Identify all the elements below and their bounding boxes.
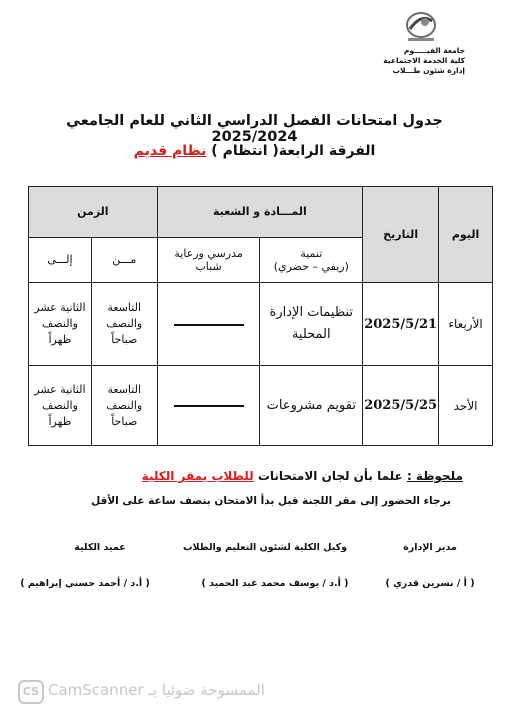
dean-name: ( أ.د / أحمد حسني إبراهيم )	[20, 578, 150, 589]
vice-dean-title: وكيل الكلية لشئون التعليم والطلاب	[182, 542, 348, 553]
institution-header	[325, 46, 465, 76]
note-location: للطلاب بمقر الكلية	[141, 469, 254, 483]
row-teachers-empty	[157, 366, 260, 446]
subject-line: تنظيمات الإدارة	[269, 305, 354, 321]
row-from	[91, 366, 157, 446]
university-name: جامعة الفيـــــوم	[403, 46, 465, 55]
note-label: ملحوظة :	[406, 469, 463, 483]
subheader-to: إلـــى	[29, 237, 92, 282]
subheader-teachers	[157, 237, 260, 282]
to-line: والنصف	[41, 317, 78, 331]
faculty-name: كلية الخدمة الاجتماعية	[383, 56, 465, 65]
to-line: ظهراً	[48, 333, 72, 347]
header-subject: المـــادة و الشعبة	[157, 187, 362, 238]
schedule-title: جدول امتحانات الفصل الدراسي الثاني للعام الجامعي 2025/2024	[66, 113, 443, 145]
row-teachers-empty	[157, 282, 260, 366]
from-line: صباحاً	[111, 414, 138, 428]
exam-schedule-table	[28, 186, 493, 446]
header-date: التاريخ	[363, 187, 439, 283]
dean-title: عميد الكلية	[74, 542, 126, 553]
system-label: نظام قديم	[133, 143, 207, 159]
to-line: الثانية عشر	[34, 382, 86, 396]
development-sub-label: (ريفي – حضري)	[273, 259, 349, 273]
to-line: والنصف	[41, 398, 78, 412]
row-from	[91, 282, 157, 366]
schedule-subtitle	[40, 143, 469, 159]
from-line: التاسعة	[107, 301, 142, 315]
row-day: الأربعاء	[439, 282, 493, 366]
to-line: الثانية عشر	[34, 301, 86, 315]
level-label: الفرقة الرابعة( انتظام )	[211, 143, 376, 159]
note-line	[40, 469, 463, 483]
subheader-development	[260, 237, 363, 282]
row-date: 2025/5/25	[363, 366, 439, 446]
camscanner-text: الممسوحة ضوئيا بـ CamScanner	[48, 681, 265, 699]
subject-line: تقويم مشروعات	[266, 397, 356, 413]
manager-title: مدير الإدارة	[403, 542, 457, 553]
row-date: 2025/5/21	[363, 282, 439, 366]
note-text: علما بأن لجان الامتحانات	[257, 469, 403, 483]
row-to	[29, 282, 92, 366]
manager-name: ( أ / نسرين قدري )	[385, 578, 475, 589]
subject-line: المحلية	[291, 327, 331, 343]
vice-dean-name: ( أ.د / يوسف محمد عبد الحميد )	[201, 578, 349, 589]
to-line: ظهراً	[48, 414, 72, 428]
empty-dash	[174, 324, 244, 326]
department-name: إدارة شئون طـــلاب	[392, 66, 465, 75]
teachers-label: مدرسي ورعاية	[174, 246, 243, 260]
row-subject	[260, 366, 363, 446]
row-subject	[260, 282, 363, 366]
scanner-watermark	[18, 680, 348, 702]
development-label: تنمية	[300, 246, 323, 260]
table-row	[29, 282, 493, 366]
header-day: اليوم	[439, 187, 493, 283]
from-line: التاسعة	[107, 382, 142, 396]
teachers-sub-label: شباب	[195, 259, 222, 273]
subheader-from: مـــن	[91, 237, 157, 282]
table-row	[29, 366, 493, 446]
row-to	[29, 366, 92, 446]
from-line: والنصف	[106, 398, 143, 412]
row-day: الأحد	[439, 366, 493, 446]
empty-dash	[174, 405, 244, 407]
note-instruction: برجاء الحضور إلى مقر اللجنة قبل بدأ الامتحان بنصف ساعة على الأقل	[91, 495, 451, 507]
from-line: صباحاً	[111, 333, 138, 347]
camscanner-icon: CS	[18, 680, 44, 704]
faculty-logo	[400, 7, 442, 47]
header-time: الزمن	[29, 187, 158, 238]
from-line: والنصف	[106, 317, 143, 331]
